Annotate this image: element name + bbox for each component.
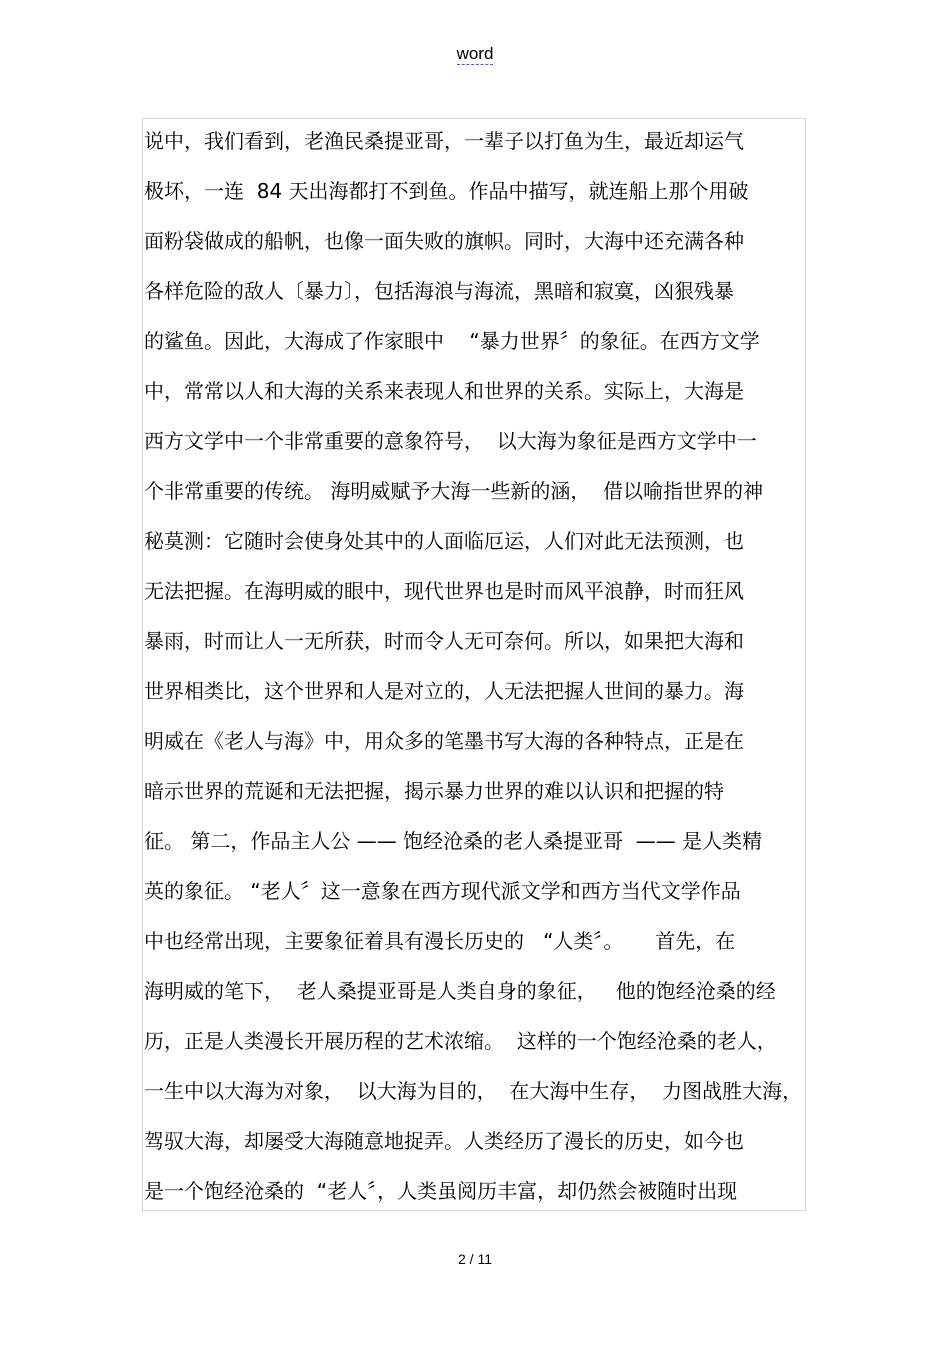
text-line: 一生中以大海为对象， 以大海为目的， 在大海中生存， 力图战胜大海， xyxy=(144,1079,803,1103)
page-number: 2 / 11 xyxy=(458,1251,492,1267)
text-line: 中也经常出现，主要象征着具有漫长历史的 “人类〞。 首先，在 xyxy=(144,929,736,953)
text-line: 说中，我们看到，老渔民桑提亚哥，一辈子以打鱼为生，最近却运气 xyxy=(144,129,744,153)
text-line: 各样危险的敌人〔暴力〕，包括海浪与海流，黑暗和寂寞，凶狠残暴 xyxy=(144,279,734,303)
header-title-text: word xyxy=(456,44,494,63)
text-line: 征。 第二，作品主人公 —— 饱经沧桑的老人桑提亚哥 —— 是人类精 xyxy=(144,829,763,853)
text-line: 无法把握。在海明威的眼中，现代世界也是时而风平浪静，时而狂风 xyxy=(144,579,744,603)
text-line: 西方文学中一个非常重要的意象符号， 以大海为象征是西方文学中一 xyxy=(144,429,757,453)
text-line: 驾驭大海，却屡受大海随意地捉弄。人类经历了漫长的历史，如今也 xyxy=(144,1129,744,1153)
text-line: 英的象征。 “老人〞这一意象在西方现代派文学和西方当代文学作品 xyxy=(144,879,741,903)
text-line: 世界相类比，这个世界和人是对立的，人无法把握人世间的暴力。海 xyxy=(144,679,744,703)
text-line: 面粉袋做成的船帆，也像一面失败的旗帜。同时，大海中还充满各种 xyxy=(144,229,744,253)
text-line: 极坏，一连 84 天出海都打不到鱼。作品中描写，就连船上那个用破 xyxy=(144,179,749,203)
text-line: 秘莫测：它随时会使身处其中的人面临厄运，人们对此无法预测，也 xyxy=(144,529,744,553)
text-line: 中，常常以人和大海的关系来表现人和世界的关系。实际上，大海是 xyxy=(144,379,744,403)
text-line: 暗示世界的荒诞和无法把握，揭示暴力世界的难以认识和把握的特 xyxy=(144,779,724,803)
text-line: 个非常重要的传统。 海明威赋予大海一些新的涵， 借以喻指世界的神 xyxy=(144,479,764,503)
text-line: 暴雨，时而让人一无所获，时而令人无可奈何。所以，如果把大海和 xyxy=(144,629,744,653)
text-line: 的鲨鱼。因此，大海成了作家眼中 “暴力世界〞的象征。在西方文学 xyxy=(144,329,760,353)
text-line: 是一个饱经沧桑的 “老人〞，人类虽阅历丰富，却仍然会被随时出现 xyxy=(144,1179,738,1203)
text-line: 明威在《老人与海》中，用众多的笔墨书写大海的各种特点，正是在 xyxy=(144,729,744,753)
text-line: 海明威的笔下， 老人桑提亚哥是人类自身的象征， 他的饱经沧桑的经 xyxy=(144,979,776,1003)
text-line: 历，正是人类漫长开展历程的艺术浓缩。 这样的一个饱经沧桑的老人， xyxy=(144,1029,777,1053)
document-header-title xyxy=(0,44,950,64)
